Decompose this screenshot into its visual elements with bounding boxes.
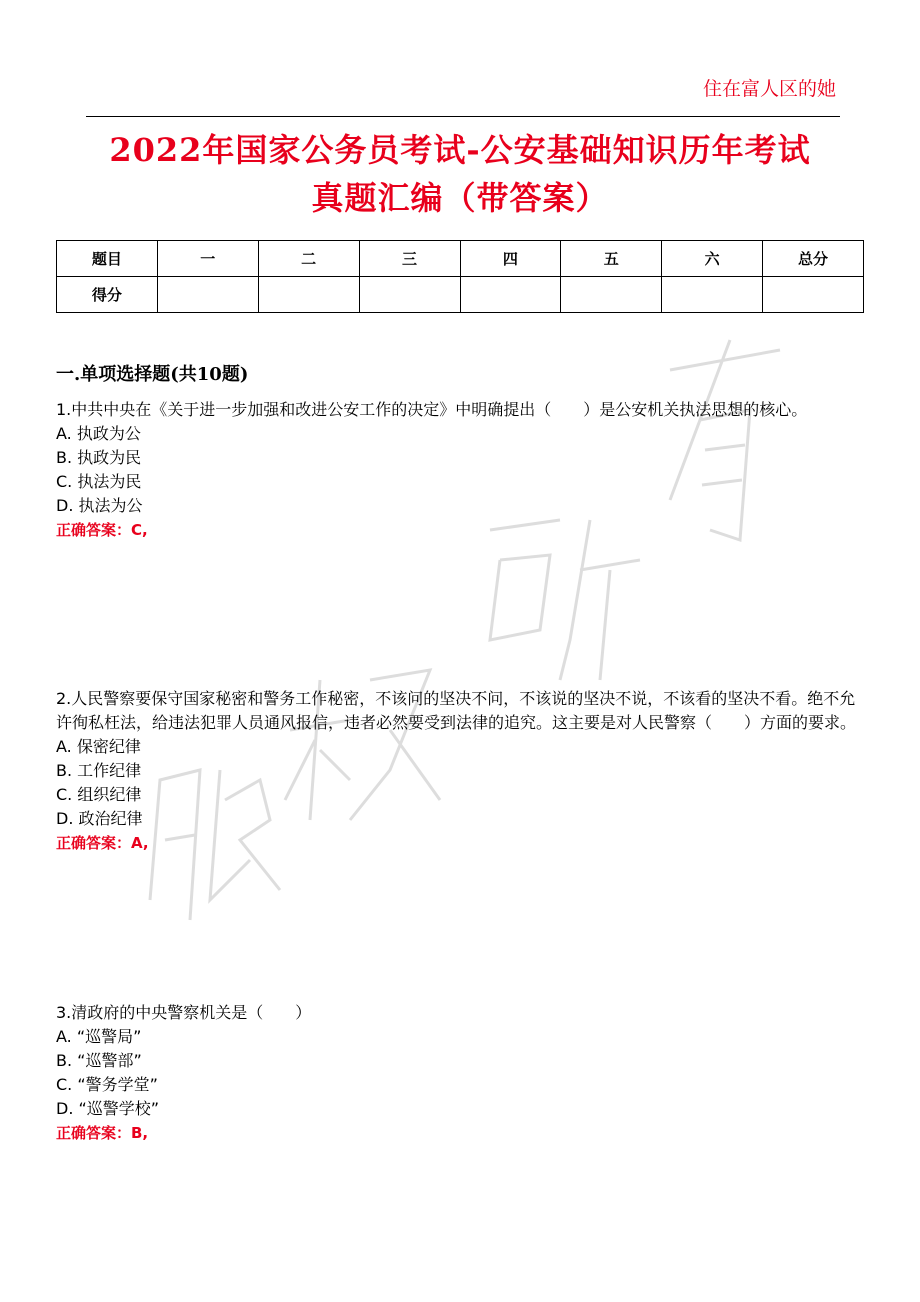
score-header-cell: 一 [157, 241, 258, 277]
score-cell [359, 277, 460, 313]
score-cell [662, 277, 763, 313]
title-line-1: 2022年国家公务员考试-公安基础知识历年考试 [109, 131, 811, 169]
option-d: D. 政治纪律 [56, 809, 143, 828]
score-cell [157, 277, 258, 313]
score-cell [258, 277, 359, 313]
header-note: 住在富人区的她 [702, 78, 836, 100]
option-c: C. 组织纪律 [56, 785, 142, 804]
option-b: B. 执政为民 [56, 448, 142, 467]
correct-answer: 正确答案：A, [56, 834, 149, 852]
title-line-2: 真题汇编（带答案） [311, 179, 609, 217]
question-3 [56, 1001, 868, 1145]
option-c: C. “警务学堂” [56, 1075, 158, 1094]
score-cell [561, 277, 662, 313]
option-d: D. 执法为公 [56, 496, 143, 515]
score-cell [460, 277, 561, 313]
option-c: C. 执法为民 [56, 472, 142, 491]
score-header-cell: 五 [561, 241, 662, 277]
score-header-cell: 三 [359, 241, 460, 277]
score-cell [763, 277, 864, 313]
correct-answer: 正确答案：B, [56, 1124, 149, 1142]
option-a: A. “巡警局” [56, 1027, 142, 1046]
page-title [40, 126, 880, 222]
question-2 [56, 687, 868, 855]
score-table [56, 240, 864, 313]
question-1 [56, 398, 868, 542]
question-stem: 3.清政府的中央警察机关是（ ） [56, 1003, 312, 1022]
option-a: A. 保密纪律 [56, 737, 141, 756]
question-stem: 2.人民警察要保守国家秘密和警务工作秘密，不该问的坚决不问，不该说的坚决不说，不该看的坚决不看。绝不允许徇私枉法，给违法犯罪人员通风报信，违者必然要受到法律的追究。这主要是对人民警察（ ）方面的要求。 [56, 689, 857, 732]
score-row-label: 得分 [57, 277, 158, 313]
score-header-cell: 总分 [763, 241, 864, 277]
score-table-header-row [57, 241, 864, 277]
header-divider [86, 116, 840, 117]
option-b: B. “巡警部” [56, 1051, 142, 1070]
option-b: B. 工作纪律 [56, 761, 142, 780]
score-header-cell: 二 [258, 241, 359, 277]
score-table-score-row [57, 277, 864, 313]
section-title: 一.单项选择题(共10题) [56, 364, 249, 385]
correct-answer: 正确答案：C, [56, 521, 148, 539]
score-header-cell: 题目 [57, 241, 158, 277]
option-a: A. 执政为公 [56, 424, 141, 443]
question-stem: 1.中共中央在《关于进一步加强和改进公安工作的决定》中明确提出（ ）是公安机关执法思想的核心。 [56, 400, 808, 419]
option-d: D. “巡警学校” [56, 1099, 160, 1118]
score-header-cell: 六 [662, 241, 763, 277]
score-header-cell: 四 [460, 241, 561, 277]
